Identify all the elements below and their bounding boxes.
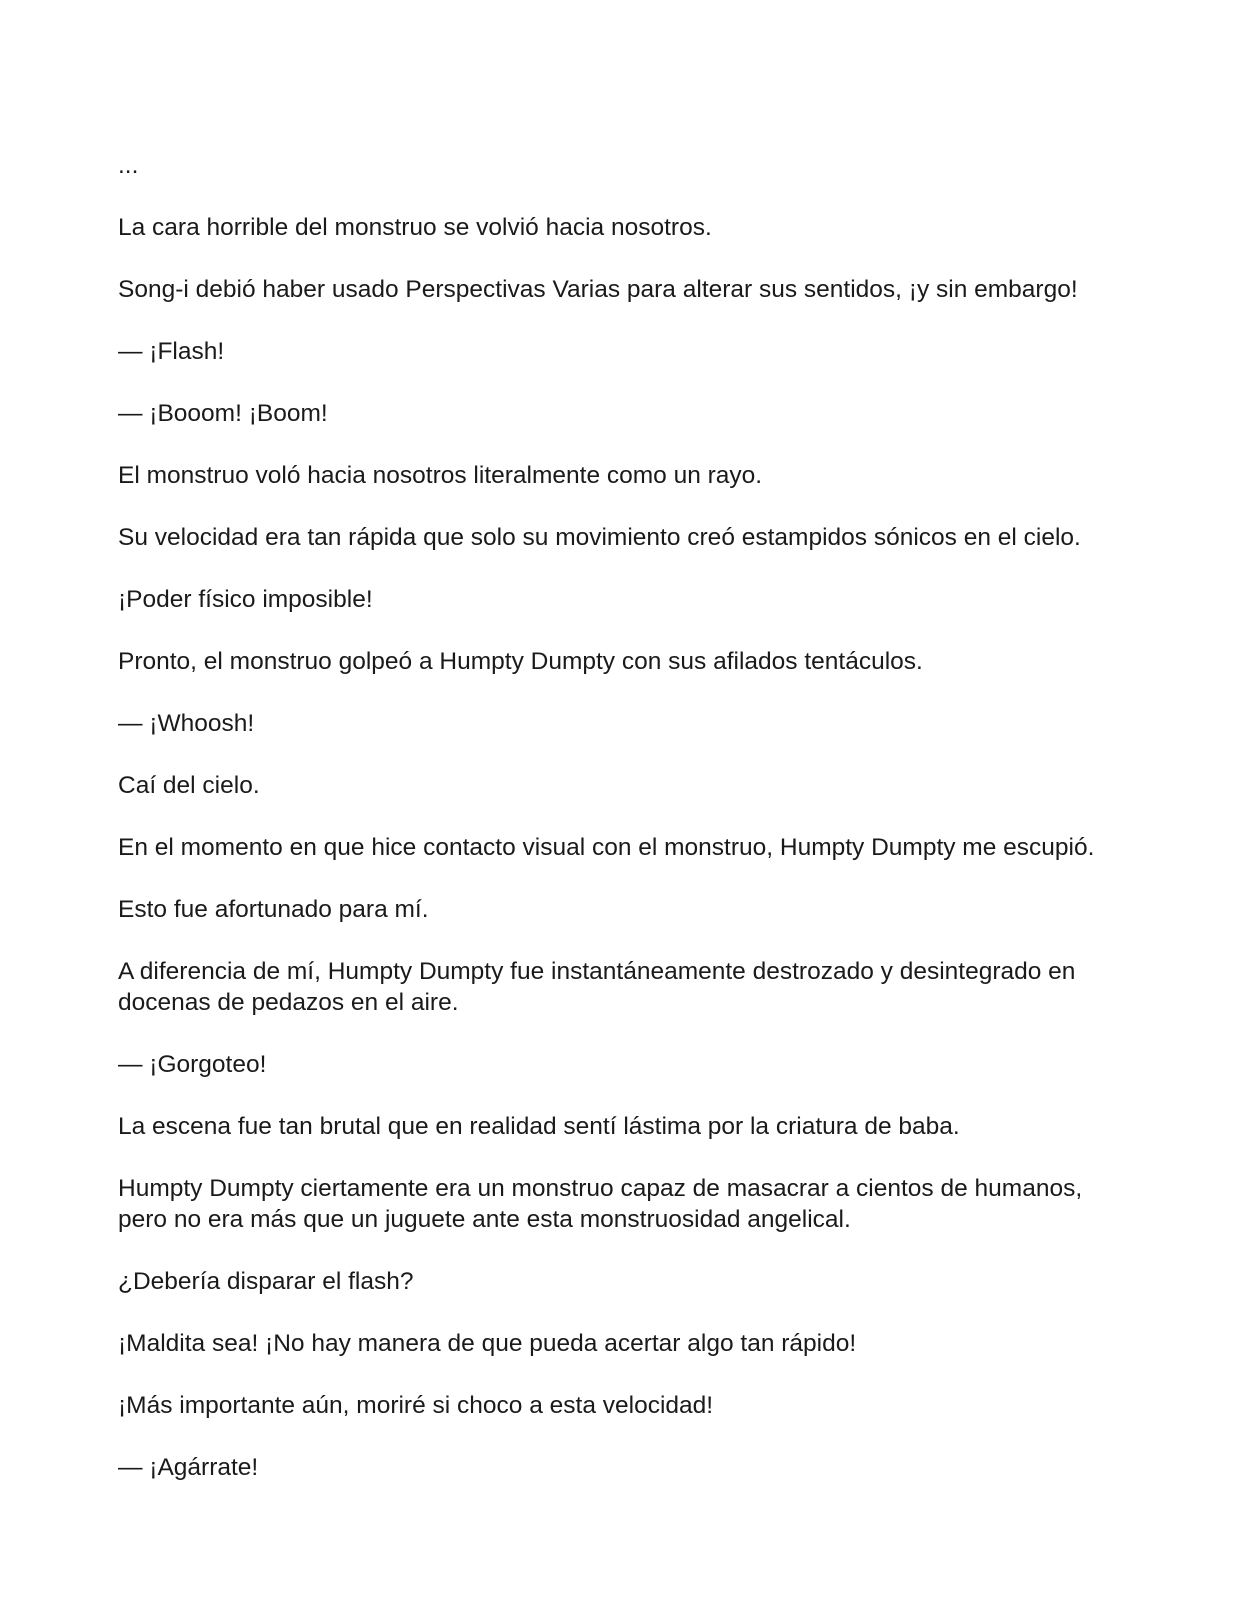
dialogue-line: — ¡Gorgoteo! <box>118 1051 267 1078</box>
paragraph: Esto fue afortunado para mí. <box>118 896 429 923</box>
paragraph: Pronto, el monstruo golpeó a Humpty Dumpty con sus afilados tentáculos. <box>118 648 923 675</box>
paragraph: Su velocidad era tan rápida que solo su movimiento creó estampidos sónicos en el cielo. <box>118 524 1081 551</box>
paragraph-ellipsis: ... <box>118 152 139 179</box>
document-body <box>118 150 1128 1514</box>
paragraph: Humpty Dumpty ciertamente era un monstruo capaz de masacrar a cientos de humanos, pero no era más que un juguete ante esta monstruosidad angelical. <box>118 1175 1083 1233</box>
paragraph: Caí del cielo. <box>118 772 260 799</box>
paragraph: La escena fue tan brutal que en realidad sentí lástima por la criatura de baba. <box>118 1113 960 1140</box>
paragraph: ¿Debería disparar el flash? <box>118 1268 414 1295</box>
dialogue-line: — ¡Agárrate! <box>118 1454 259 1481</box>
dialogue-line: — ¡Whoosh! <box>118 710 255 737</box>
paragraph: En el momento en que hice contacto visual con el monstruo, Humpty Dumpty me escupió. <box>118 834 1095 861</box>
paragraph: A diferencia de mí, Humpty Dumpty fue instantáneamente destrozado y desintegrado en docenas de pedazos en el aire. <box>118 958 1076 1016</box>
paragraph: ¡Más importante aún, moriré si choco a esta velocidad! <box>118 1392 714 1419</box>
paragraph: ¡Poder físico imposible! <box>118 586 373 613</box>
paragraph: ¡Maldita sea! ¡No hay manera de que pueda acertar algo tan rápido! <box>118 1330 857 1357</box>
paragraph: La cara horrible del monstruo se volvió hacia nosotros. <box>118 214 712 241</box>
dialogue-line: — ¡Booom! ¡Boom! <box>118 400 328 427</box>
paragraph: El monstruo voló hacia nosotros literalmente como un rayo. <box>118 462 763 489</box>
dialogue-line: — ¡Flash! <box>118 338 225 365</box>
paragraph: Song-i debió haber usado Perspectivas Varias para alterar sus sentidos, ¡y sin embargo! <box>118 276 1078 303</box>
